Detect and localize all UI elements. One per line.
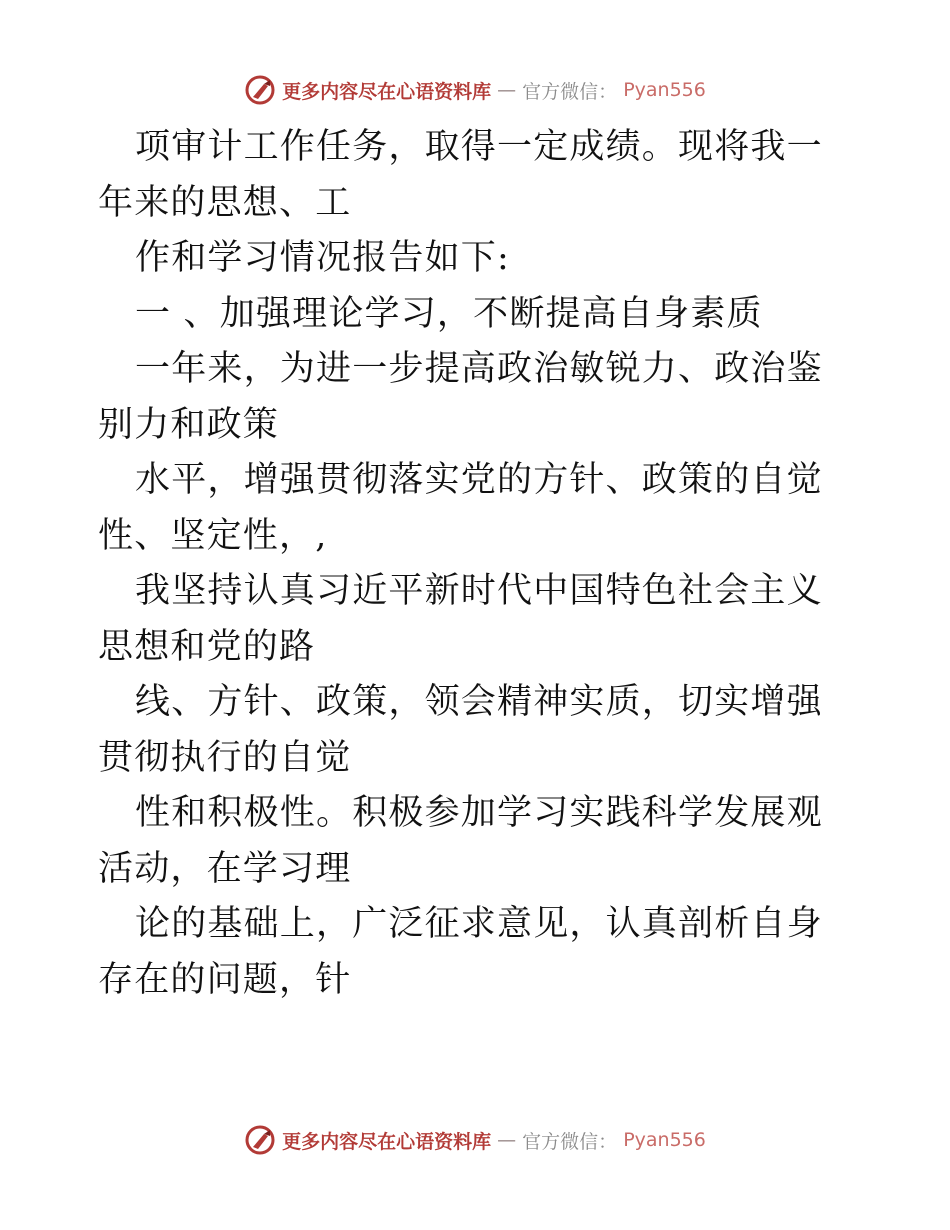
paragraph-5: 水平，增强贯彻落实党的方针、政策的自觉性、坚定性，,: [98, 460, 823, 556]
paragraph-8: 性和积极性。积极参加学习实践科学发展观活动，在学习理: [98, 793, 823, 889]
banner-contact-label: 官方微信：: [522, 80, 618, 103]
paragraph-7: 线、方针、政策，领会精神实质，切实增强贯彻执行的自觉: [98, 682, 823, 778]
paragraph-1: 项审计工作任务，取得一定成绩。现将我一年来的思想、工: [98, 127, 823, 223]
footer-watermark-banner: [0, 1120, 950, 1160]
banner-dash: —: [497, 79, 517, 101]
paragraph-4: 一年来，为进一步提高政治敏锐力、政治鉴别力和政策: [98, 349, 823, 445]
document-body: [98, 120, 858, 1008]
banner-title: 更多内容尽在心语资料库: [282, 80, 492, 103]
paragraph-2: 作和学习情况报告如下:: [135, 238, 510, 278]
paragraph-6: 我坚持认真习近平新时代中国特色社会主义思想和党的路: [98, 571, 823, 667]
banner-contact-label: 官方微信：: [522, 1130, 618, 1153]
banner-title: 更多内容尽在心语资料库: [282, 1130, 492, 1153]
banner-dash: —: [497, 1129, 517, 1151]
pen-nib-circle-icon: [244, 1124, 276, 1156]
header-watermark-banner: [0, 70, 950, 110]
paragraph-3: 一 、加强理论学习，不断提高自身素质: [135, 293, 763, 334]
pen-nib-circle-icon: [244, 74, 276, 106]
banner-contact-id: Pyan556: [623, 1129, 706, 1151]
banner-contact-id: Pyan556: [623, 79, 706, 101]
paragraph-9: 论的基础上，广泛征求意见，认真剖析自身存在的问题，针: [98, 904, 823, 1000]
